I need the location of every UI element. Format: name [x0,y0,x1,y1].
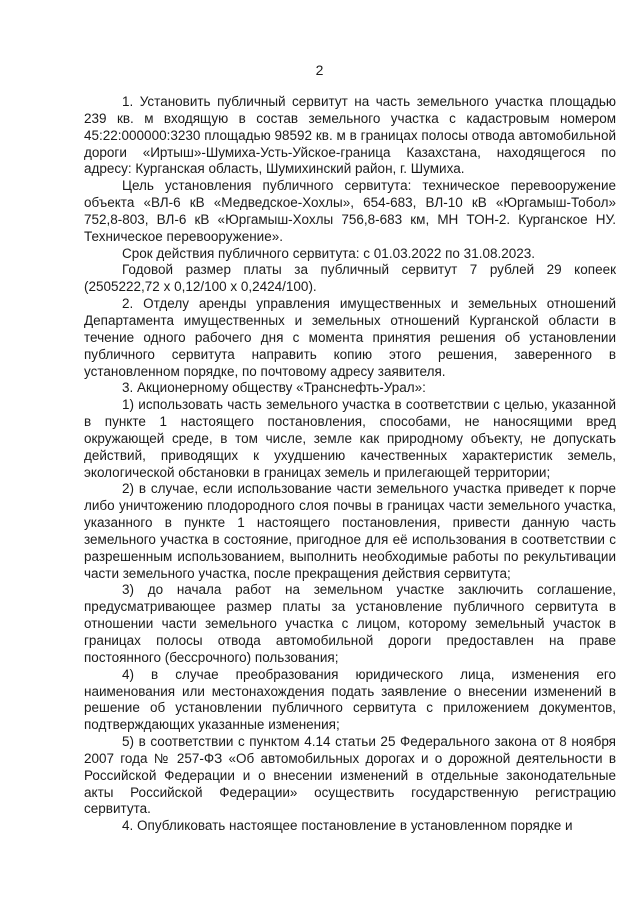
page-number: 2 [315,62,324,78]
paragraph-item-2: 2. Отделу аренды управления имущественных и земельных отношений Департамента имущественных и земельных отношений Курганской области в течение одного рабочего дня с момента принятия решения об установлении публичного сервитута направить копию этого решения, заверенного в установленном порядке, по почтовому адресу заявителя. [84,296,616,379]
paragraph-annual-fee: Годовой размер платы за публичный сервитут 7 рублей 29 копеек (2505222,72 х 0,12/100 х 0,2424/100). [84,262,616,295]
paragraph-item-3-3: 3) до начала работ на земельном участке заключить соглашение, предусматривающее размер платы за установление публичного сервитута в отношении части земельного участка с лицом, которому земельный участок в границах полосы отвода автомобильной дороги предоставлен на праве постоянного (бессрочного) пользования; [84,582,616,665]
paragraph-item-3-2: 2) в случае, если использование части земельного участка приведет к порче либо уничтожению плодородного слоя почвы в границах части земельного участка, указанного в пункте 1 настоящего постановления, привести данную часть земельного участка в состояние, пригодное для её использования в соответствии с разрешенным использованием, выполнить необходимые работы по рекультивации части земельного участка, после прекращения действия сервитута; [84,481,616,581]
paragraph-service-purpose: Цель установления публичного сервитута: техническое перевооружение объекта «ВЛ-6 кВ «Медведское-Хохлы», 654-683, ВЛ-10 кВ «Юргамыш-Тобол» 752,8-803, ВЛ-6 кВ «Юргамыш-Хохлы 756,8-683 км, МН ТОН-2. Курганское НУ. Техническое перевооружение». [84,178,616,244]
paragraph-item-3-1: 1) использовать часть земельного участка в соответствии с целью, указанной в пункте 1 настоящего постановления, способами, не наносящими вред окружающей среде, в том числе, земле как природному объекту, не допускать действий, приводящих к ухудшению качественных характеристик земель, экологической обстановки в границах земель и прилегающей территории; [84,397,616,480]
document-body [84,94,616,835]
paragraph-item-3-4: 4) в случае преобразования юридического лица, изменения его наименования или местонахождения подать заявление о внесении изменений в решение об установлении публичного сервитута с приложением документов, подтверждающих указанные изменения; [84,666,616,733]
paragraph-item-3-5: 5) в соответствии с пунктом 4.14 статьи 25 Федерального закона от 8 ноября 2007 года № 257-ФЗ «Об автомобильных дорогах и о дорожной деятельности в Российской Федерации и о внесении изменений в отдельные законодательные акты Российской Федерации» осуществить государственную регистрацию сервитута. [84,734,616,817]
paragraph-item-4: 4. Опубликовать настоящее постановление в установленном порядке и [122,818,573,834]
paragraph-item-1: 1. Установить публичный сервитут на часть земельного участка площадью 239 кв. м входящую в состав земельного участка с кадастровым номером 45:22:000000:3230 площадью 98592 кв. м в границах полосы отвода автомобильной дороги «Иртыш»-Шумиха-Усть-Уйское-граница Казахстана, находящегося по адресу: Курганская область, Шумихинский район, г. Шумиха. [84,94,616,177]
paragraph-service-term: Срок действия публичного сервитута: с 01.03.2022 по 31.08.2023. [122,245,536,261]
paragraph-item-3: 3. Акционерному обществу «Транснефть-Урал»: [122,380,426,396]
